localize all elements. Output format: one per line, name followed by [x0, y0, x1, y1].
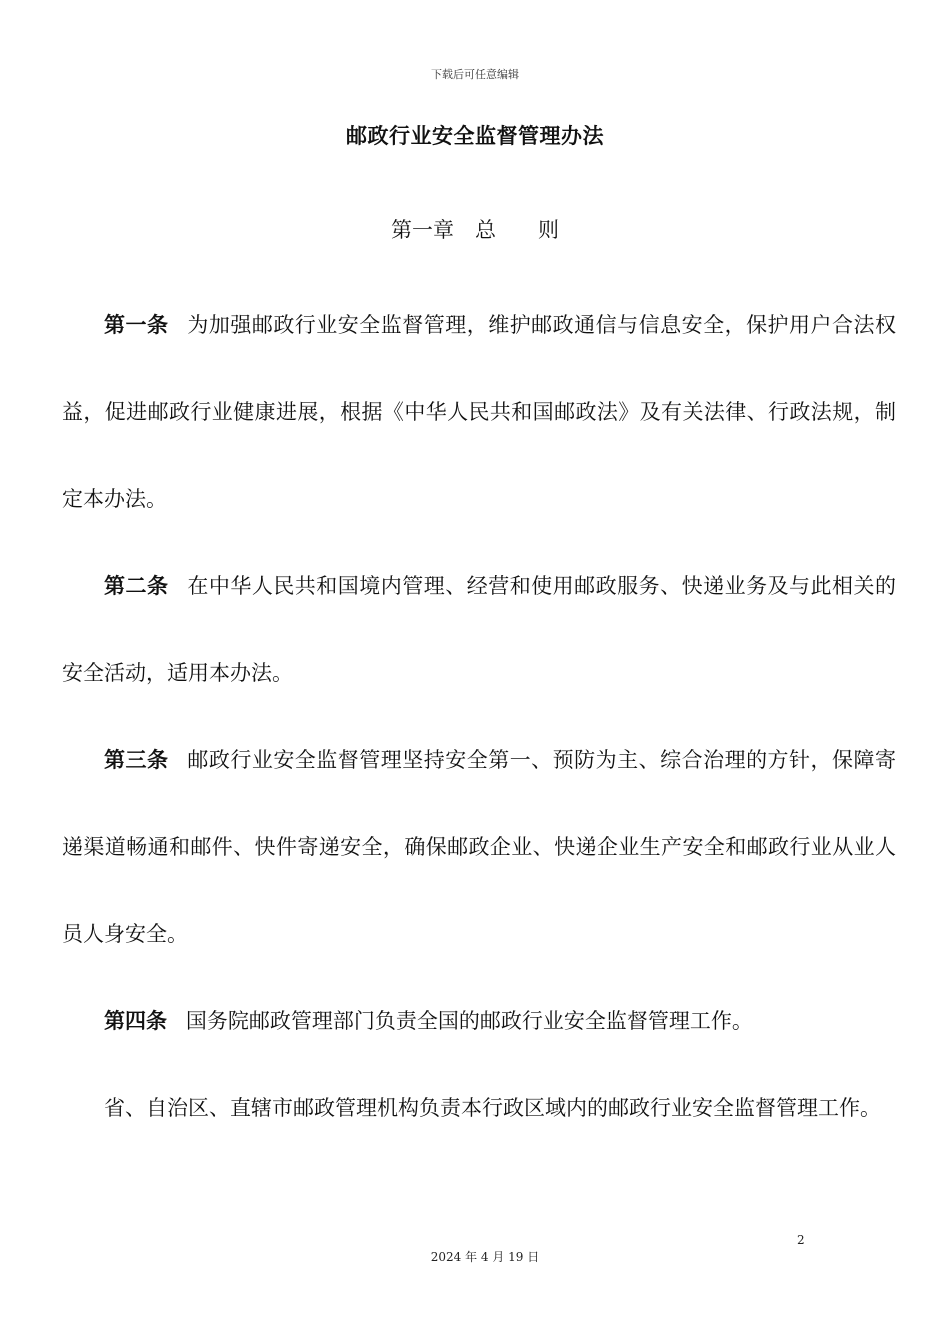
article-text: 为加强邮政行业安全监督管理，维护邮政通信与信息安全，保护用户合法权益，促进邮政行业健康进展，根据《中华人民共和国邮政法》及有关法律、行政法规，制定本办法。: [62, 313, 896, 511]
document-title: 邮政行业安全监督管理办法: [346, 124, 604, 148]
paragraph-article-2: [62, 543, 896, 717]
article-label: 第二条: [104, 574, 169, 598]
document-body: [62, 282, 896, 1152]
chapter-title: 第一章 总 则: [391, 218, 559, 242]
paragraph-article-3: [62, 717, 896, 978]
article-text: 在中华人民共和国境内管理、经营和使用邮政服务、快递业务及与此相关的安全活动，适用本办法。: [62, 574, 896, 685]
footer-date: 2024 年 4 月 19 日: [430, 1250, 540, 1264]
article-label: 第四条: [104, 1009, 167, 1033]
article-text: 省、自治区、直辖市邮政管理机构负责本行政区域内的邮政行业安全监督管理工作。: [104, 1096, 881, 1120]
article-text: 国务院邮政管理部门负责全国的邮政行业安全监督管理工作。: [185, 1009, 753, 1033]
article-label: 第一条: [104, 313, 169, 337]
paragraph-article-4: [62, 978, 896, 1065]
paragraph-article-4-continued: [62, 1065, 896, 1152]
page-number: 2: [797, 1233, 805, 1247]
paragraph-article-1: [62, 282, 896, 543]
header-note: 下载后可任意编辑: [431, 68, 519, 81]
article-text: 邮政行业安全监督管理坚持安全第一、预防为主、综合治理的方针，保障寄递渠道畅通和邮件、快件寄递安全，确保邮政企业、快递企业生产安全和邮政行业从业人员人身安全。: [62, 748, 896, 946]
article-label: 第三条: [104, 748, 169, 772]
